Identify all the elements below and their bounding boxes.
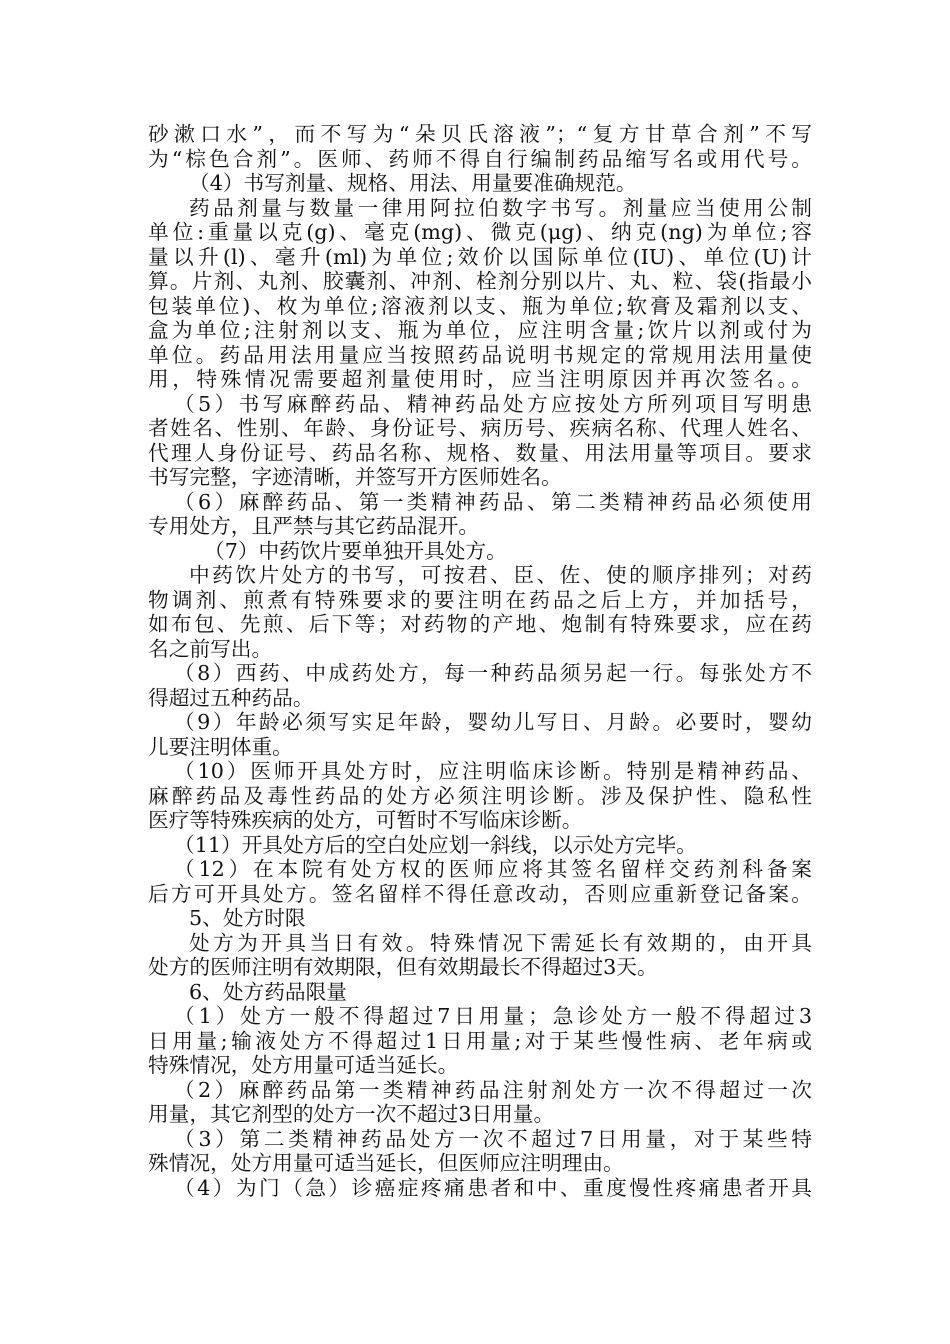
text-line: 儿要注明体重。	[148, 734, 293, 759]
text-line: 用量，其它剂型的处方一次不超过3日用量。	[148, 1102, 555, 1126]
text-line: 日用量;输液处方不得超过1日用量;对于某些慢性病、老年病或	[148, 1028, 812, 1053]
text-line: 者姓名、性别、年龄、身份证号、病历号、疾病名称、代理人姓名、	[148, 416, 812, 440]
section-heading: 5、处方时限	[189, 906, 306, 930]
text-line: 殊情况，处方用量可适当延长，但医师应注明理由。	[148, 1151, 624, 1175]
text-line: 用，特殊情况需要超剂量使用时，应当注明原因并再次签名。。	[148, 367, 812, 391]
document-body	[148, 122, 812, 1200]
text-line: （10）医师开具处方时，应注明临床诊断。特别是精神药品、	[174, 759, 812, 783]
section-heading: 6、处方药品限量	[189, 979, 347, 1004]
text-line: 书写完整，字迹清晰，并签写开方医师姓名。	[148, 465, 562, 489]
text-line: 砂漱口水”，而不写为“朵贝氏溶液”；“复方甘草合剂”不写	[148, 122, 812, 146]
text-line: 麻醉药品及毒性药品的处方必须注明诊断。涉及保护性、隐私性	[148, 783, 812, 808]
text-line: （9）年龄必须写实足年龄，婴幼儿写日、月龄。必要时，婴幼	[174, 710, 812, 734]
text-line: 物调剂、煎煮有特殊要求的要注明在药品之后上方，并加括号，	[148, 587, 812, 612]
text-line: 代理人身份证号、药品名称、规格、数量、用法用量等项目。要求	[148, 440, 812, 465]
text-line: 名之前写出。	[148, 636, 273, 661]
text-line: （5）书写麻醉药品、精神药品处方应按处方所列项目写明患	[174, 391, 812, 416]
text-line: （7）中药饮片要单独开具处方。	[204, 538, 507, 563]
text-line: 包装单位)、枚为单位;溶液剂以支、瓶为单位;软膏及霜剂以支、	[148, 293, 812, 318]
text-line: 药品剂量与数量一律用阿拉伯数字书写。剂量应当使用公制	[189, 195, 812, 220]
text-line: 专用处方，且严禁与其它药品混开。	[148, 514, 480, 538]
text-line: （1）处方一般不得超过7日用量；急诊处方一般不得超过3	[174, 1004, 812, 1028]
text-line: 特殊情况，处方用量可适当延长。	[148, 1053, 459, 1077]
text-line: 单位:重量以克(g)、毫克(mg)、微克(μg)、纳克(ng)为单位;容	[148, 220, 812, 244]
text-line: （2）麻醉药品第一类精神药品注射剂处方一次不得超过一次	[174, 1077, 812, 1102]
text-line: （4）为门（急）诊癌症疼痛患者和中、重度慢性疼痛患者开具	[174, 1175, 812, 1200]
text-line: （6）麻醉药品、第一类精神药品、第二类精神药品必须使用	[174, 489, 812, 514]
text-line: 量以升(l)、毫升(ml)为单位;效价以国际单位(IU)、单位(U)计	[148, 244, 812, 269]
text-line: 算。片剂、丸剂、胶囊剂、冲剂、栓剂分别以片、丸、粒、袋(指最小	[148, 269, 812, 293]
text-line: 如布包、先煎、后下等；对药物的产地、炮制有特殊要求，应在药	[148, 612, 812, 636]
text-line: （12）在本院有处方权的医师应将其签名留样交药剂科备案	[174, 857, 812, 881]
text-line: 中药饮片处方的书写，可按君、臣、佐、使的顺序排列；对药	[189, 563, 812, 587]
text-line: （3）第二类精神药品处方一次不超过7日用量，对于某些特	[174, 1126, 812, 1151]
text-line: （4）书写剂量、规格、用法、用量要准确规范。	[189, 171, 637, 195]
text-line: 得超过五种药品。	[148, 685, 314, 710]
text-line: 盒为单位;注射剂以支、瓶为单位，应注明含量;饮片以剂或付为	[148, 318, 812, 342]
text-line: 处方的医师注明有效期限，但有效期最长不得超过3天。	[148, 955, 658, 979]
text-line: 后方可开具处方。签名留样不得任意改动，否则应重新登记备案。	[148, 881, 812, 906]
text-line: 单位。药品用法用量应当按照药品说明书规定的常规用法用量使	[148, 342, 812, 367]
text-line: 为“棕色合剂”。医师、药师不得自行编制药品缩写名或用代号。	[148, 146, 812, 171]
text-line: （11）开具处方后的空白处应划一斜线，以示处方完毕。	[174, 832, 697, 857]
text-line: （8）西药、中成药处方，每一种药品须另起一行。每张处方不	[174, 661, 812, 685]
text-line: 处方为开具当日有效。特殊情况下需延长有效期的，由开具	[189, 930, 812, 955]
text-line: 医疗等特殊疾病的处方，可暂时不写临床诊断。	[148, 808, 583, 832]
